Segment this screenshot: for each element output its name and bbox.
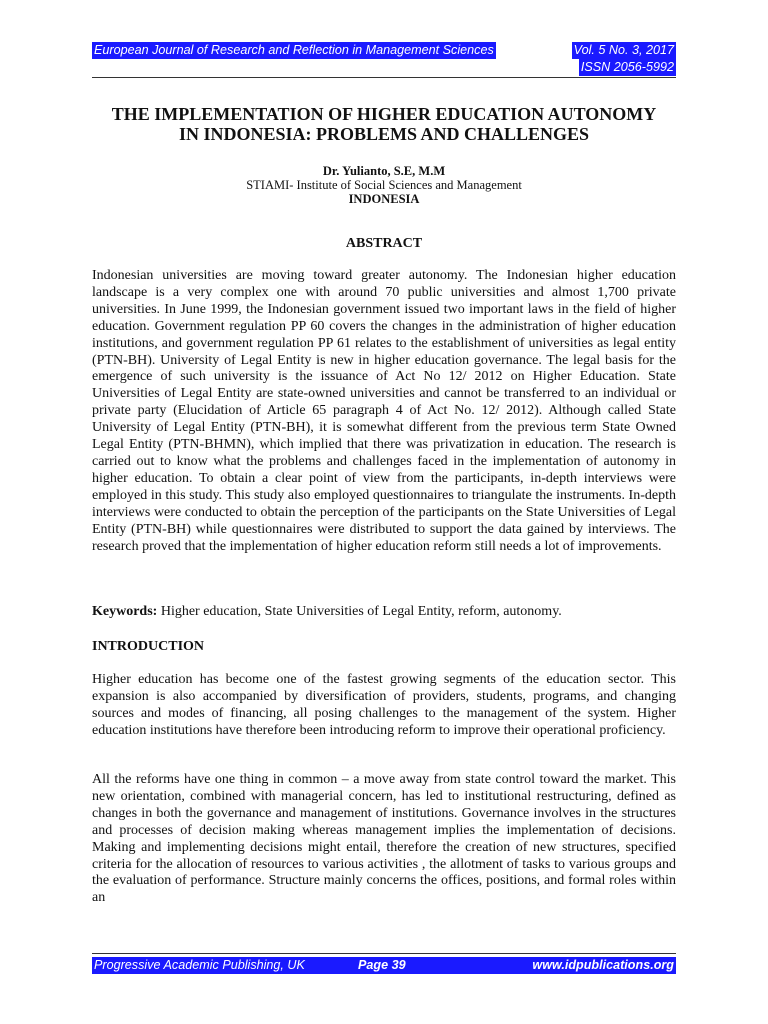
- introduction-heading: INTRODUCTION: [92, 639, 205, 654]
- volume-banner: Vol. 5 No. 3, 2017: [573, 43, 674, 57]
- author-affiliation: STIAMI- Institute of Social Sciences and Management: [246, 178, 522, 192]
- abstract-heading: ABSTRACT: [345, 236, 423, 251]
- keywords-label: Keywords:: [92, 604, 158, 619]
- header-divider: [92, 77, 676, 78]
- title-line-1: THE IMPLEMENTATION OF HIGHER EDUCATION AUTONOMY: [111, 104, 657, 124]
- keywords-line: [92, 604, 676, 621]
- publisher-name: Progressive Academic Publishing, UK: [94, 958, 305, 972]
- journal-name-banner: European Journal of Research and Reflection in Management Sciences: [94, 43, 494, 57]
- title-line-2: IN INDONESIA: PROBLEMS AND CHALLENGES: [178, 124, 590, 144]
- keywords-text: Higher education, State Universities of Legal Entity, reform, autonomy.: [157, 604, 562, 619]
- journal-website-link[interactable]: www.idpublications.org: [532, 958, 674, 972]
- author-country: INDONESIA: [348, 192, 420, 206]
- abstract-text: Indonesian universities are moving toward greater autonomy. The Indonesian higher education landscape is a very complex one with around 70 public universities and almost 1,700 private universities. In June 1999, the Indonesian government issued two important laws in the field of higher education. Government regulation PP 60 covers the changes in the administration of higher education institutions, and government regulation PP 61 relates to the establishment of universities as legal entity (PTN-BH). University of Legal Entity is new in higher education governance. The legal basis for the emergence of such university is the issuance of Act No 12/ 2012 on Higher Education. State Universities of Legal Entity are state-owned universities and cannot be transferred to an individual or private party (Elucidation of Article 65 paragraph 4 of Act No. 12/ 2012). Although called State University of Legal Entity (PTN-BH), it is somewhat different from the previous term State Owned Legal Entity (PTN-BHMN), which implied that there was privatization in education. The research is carried out to know what the problems and challenges faced in the implementation of autonomy in higher education. To obtain a clear point of view from the participants, in-depth interviews were employed in this study. This study also employed questionnaires to triangulate the instruments. In-depth interviews were conducted to obtain the perception of the participants on the State Universities of Legal Entity (PTN-BH) while questionnaires were distributed to support the data gained by interviews. The research proved that the implementation of higher education reform still needs a lot of improvements.: [92, 268, 676, 554]
- introduction-paragraph-2: All the reforms have one thing in common – a move away from state control toward the market. This new orientation, combined with managerial concern, has led to institutional restructuring, defined as changes in both the governance and management of institutions. Governance involves in the structures and processes of decision making whereas management implies the implementation of decisions. Making and implementing decisions might entail, therefore the creation of new structures, specified criteria for the allocation of resources to various activities , the allotment of tasks to various groups and the evaluation of performance. Structure mainly concerns the offices, positions, and formal roles within an: [92, 772, 676, 906]
- introduction-paragraph-1: Higher education has become one of the fastest growing segments of the education sector. This expansion is also accompanied by diversification of providers, students, programs, and changing sources and modes of financing, all posing challenges to the management of the system. Higher education institutions have therefore been introducing reform to improve their operational proficiency.: [92, 672, 676, 738]
- issn-banner: ISSN 2056-5992: [580, 60, 674, 74]
- author-name: Dr. Yulianto, S.E, M.M: [322, 164, 446, 178]
- paper-title: [92, 104, 676, 144]
- page-number: Page 39: [358, 958, 406, 972]
- footer-divider: [92, 953, 676, 954]
